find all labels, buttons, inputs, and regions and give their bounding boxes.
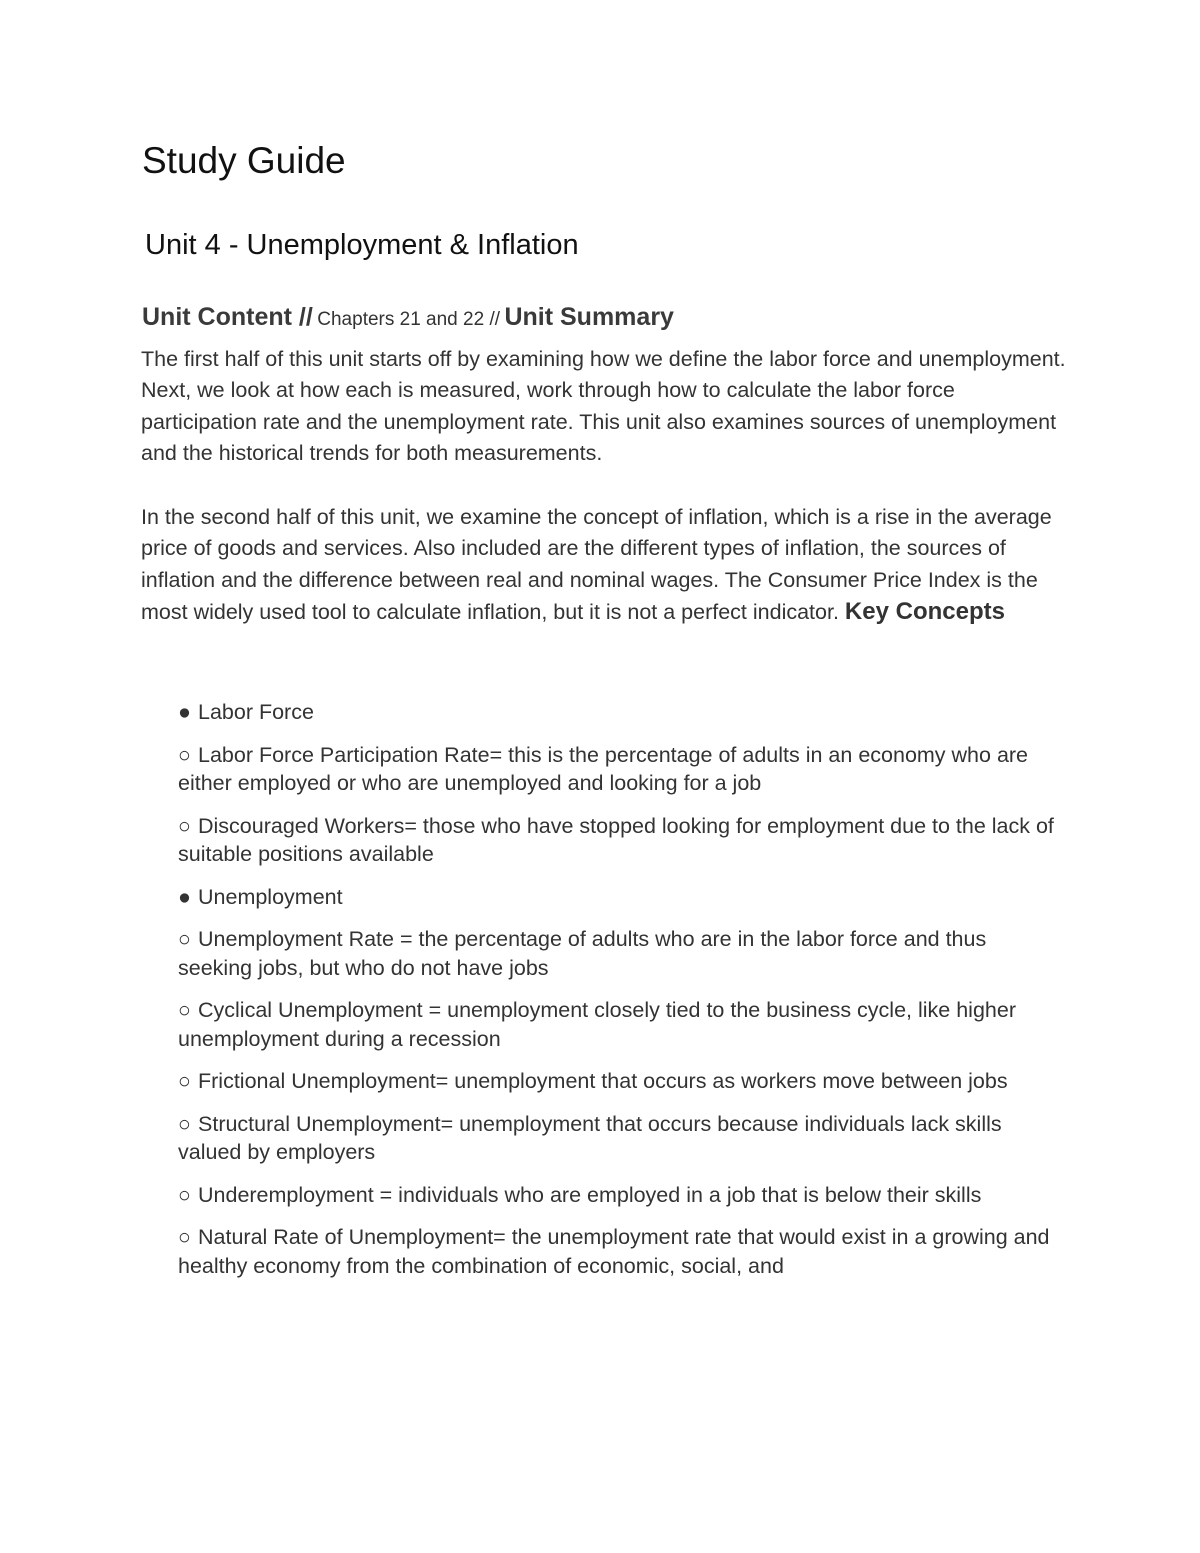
unit-title: Unit 4 - Unemployment & Inflation [145,229,579,261]
concept-text: Structural Unemployment= unemployment that occurs because individuals lack skills valued by employers [178,1111,1002,1164]
list-item [178,812,1058,869]
summary-paragraph-2 [141,502,1071,628]
hollow-bullet-icon: ○ [178,1182,191,1207]
hollow-bullet-icon: ○ [178,742,191,767]
list-item [178,1181,1058,1210]
list-item [178,883,1058,912]
concept-text: Labor Force Participation Rate= this is the percentage of adults in an economy who are either employed or who are unemployed and looking for a job [178,742,1029,795]
list-item [178,925,1058,982]
hollow-bullet-icon: ○ [178,1069,191,1093]
summary-paragraph-2-text: In the second half of this unit, we examine the concept of inflation, which is a rise in the average price of goods and services. Also included are the different types of inflation, the sources of inflation and the difference between real and nominal wages. The Consumer Price Index is the most widely used tool to calculate inflation, but it is not a perfect indicator. [141,505,1052,624]
unit-summary-label: Unit Summary [504,303,674,331]
list-item [178,1223,1058,1280]
filled-bullet-icon: ● [178,884,191,909]
concept-text: Underemployment = individuals who are employed in a job that is below their skills [198,1182,982,1207]
list-item [178,1110,1058,1167]
summary-paragraph-1: The first half of this unit starts off by examining how we define the labor force and unemployment. Next, we look at how each is measured, work through how to calculate the labor force participation rate and the unemployment rate. This unit also examines sources of unemployment and the historical trends for both measurements. [141,347,1066,465]
concept-text: Labor Force [198,700,314,724]
concept-text: Unemployment Rate = the percentage of adults who are in the labor force and thus seeking jobs, but who do not have jobs [178,927,987,980]
concept-text: Natural Rate of Unemployment= the unemployment rate that would exist in a growing and healthy economy from the combination of economic, social, and [178,1225,1050,1278]
unit-content-label: Unit Content // [142,303,313,331]
concept-text: Unemployment [198,884,343,909]
unit-content-heading [142,303,674,332]
concept-text: Frictional Unemployment= unemployment that occurs as workers move between jobs [198,1069,1008,1093]
key-concepts-list [178,698,1058,1294]
concept-text: Discouraged Workers= those who have stopped looking for employment due to the lack of suitable positions available [178,813,1054,866]
list-item [178,741,1058,798]
filled-bullet-icon: ● [178,700,191,724]
hollow-bullet-icon: ○ [178,813,191,838]
hollow-bullet-icon: ○ [178,1111,191,1136]
list-item [178,996,1058,1053]
chapters-label: Chapters 21 and 22 // [317,309,501,330]
document-title: Study Guide [142,140,346,181]
hollow-bullet-icon: ○ [178,927,191,951]
list-item [178,698,1058,727]
hollow-bullet-icon: ○ [178,998,191,1022]
list-item [178,1067,1058,1096]
hollow-bullet-icon: ○ [178,1225,191,1249]
concept-text: Cyclical Unemployment = unemployment closely tied to the business cycle, like higher unemployment during a recession [178,998,1016,1051]
key-concepts-heading: Key Concepts [844,597,1005,625]
